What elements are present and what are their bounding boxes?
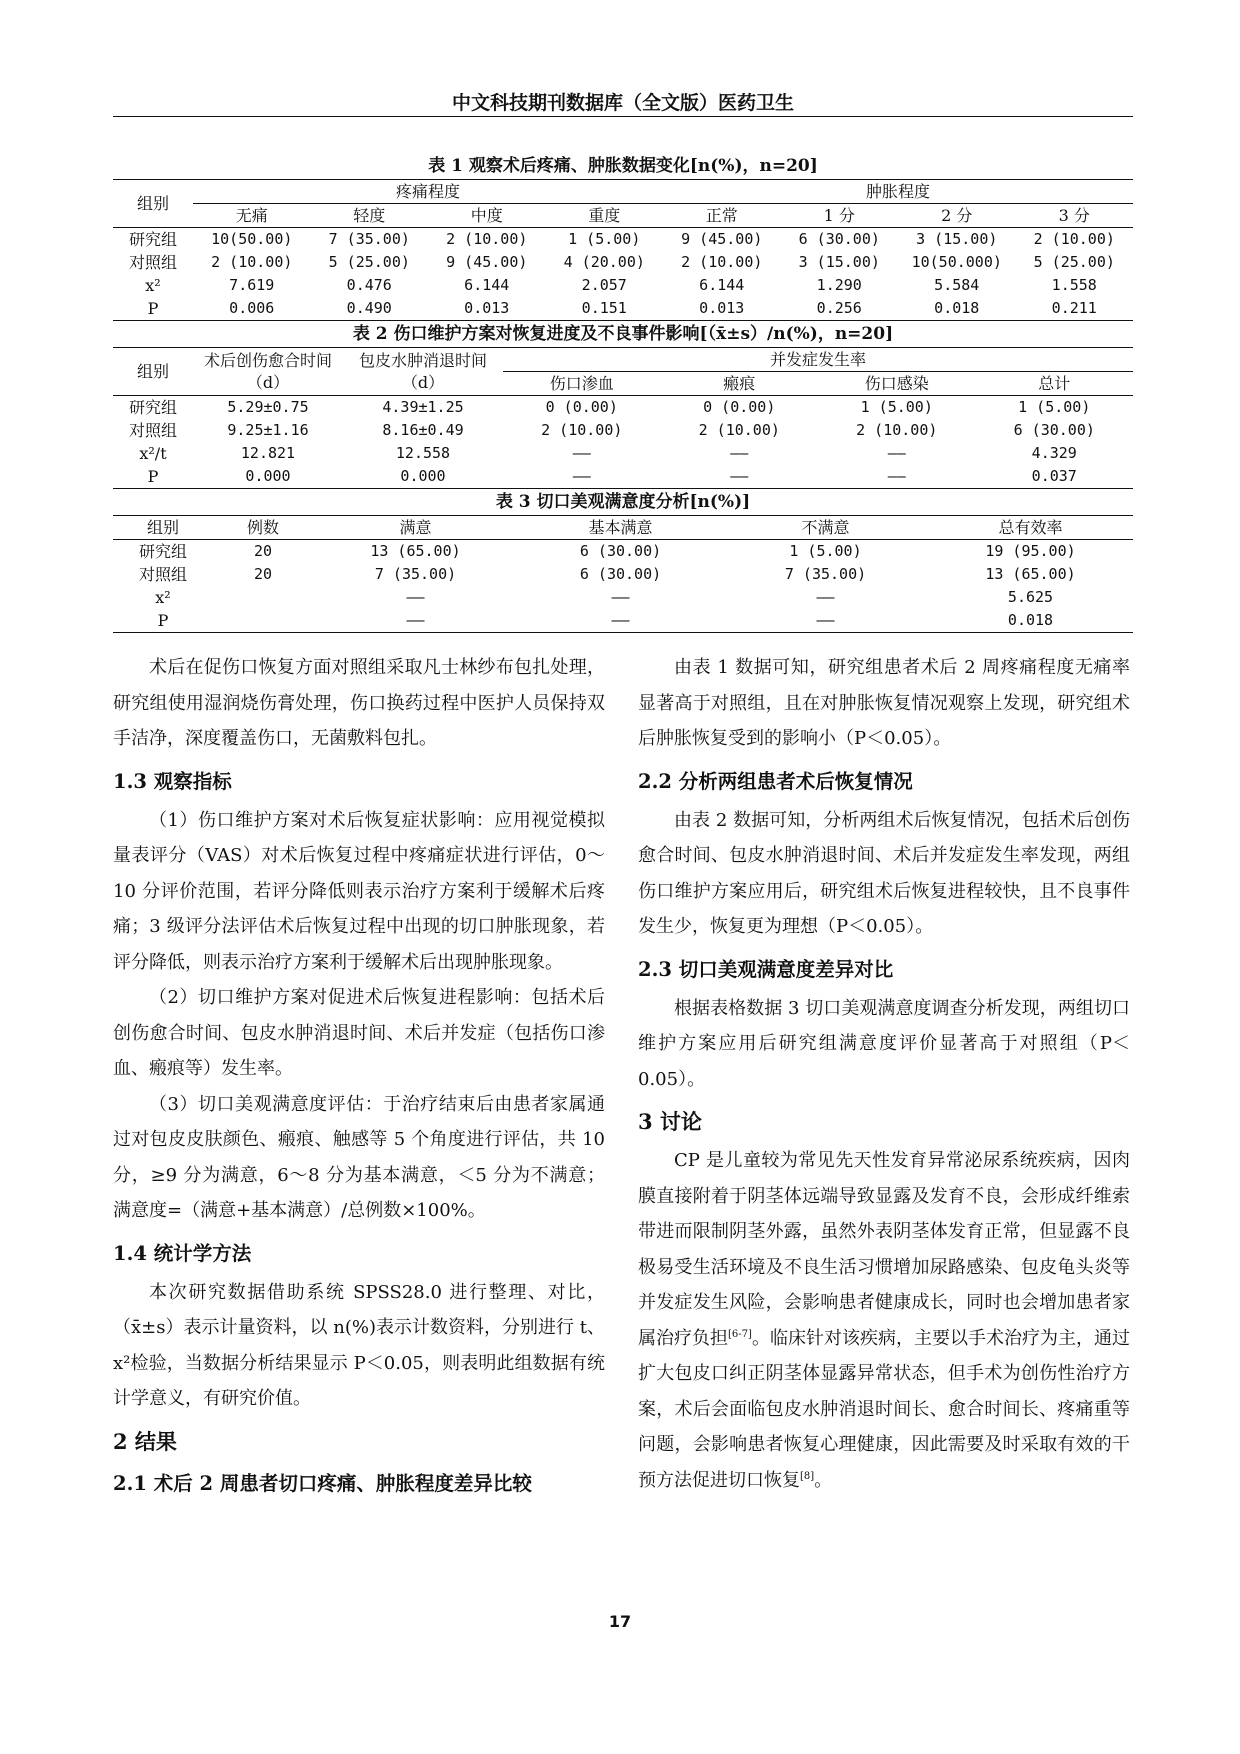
paragraph: （3）切口美观满意度评估：于治疗结束后由患者家属通过对包皮皮肤颜色、瘢痕、触感等 5 个角度进行评估，共 10 分，≥9 分为满意，6～8 分为基本满意，＜5 分为不满意；满意度=（满意+基本满意）/总例数×100%。: [113, 1093, 605, 1221]
table-cell: [213, 609, 313, 633]
table-cell: 2 (10.00): [681, 253, 763, 271]
table-cell: 4.329: [1031, 444, 1077, 462]
table-cell: 1 (5.00): [568, 230, 641, 248]
table-cell: 6.144: [464, 276, 510, 294]
paragraph-text: 。临床针对该疾病，主要以手术治疗为主，通过扩大包皮口纠正阴茎体显露异常状态，但手术为创伤性治疗方案，术后会面临包皮水肿消退时间长、愈合时间长、疼痛重等问题，会影响患者恢复心理健康，因此需要及时采取有效的干预方法促进切口恢复: [638, 1327, 1131, 1491]
table-cell: 0 (0.00): [545, 398, 618, 416]
table1-subhead: 中度: [428, 204, 546, 228]
journal-header: 中文科技期刊数据库（全文版）医药卫生: [451, 92, 794, 114]
left-column: [113, 650, 605, 1505]
paragraph-text: 。: [814, 1469, 833, 1491]
table-cell: 20: [253, 565, 273, 583]
table-cell: 1 (5.00): [1018, 398, 1091, 416]
section-heading: 2 结果: [113, 1428, 177, 1454]
table-row: [113, 609, 1133, 633]
table-cell: ——: [816, 588, 835, 606]
paragraph: [638, 1143, 1130, 1498]
table-cell: 19 (95.00): [985, 542, 1076, 560]
table-cell: 20: [253, 542, 273, 560]
table-cell: 10(50.000): [911, 253, 1002, 271]
table2-subhead: 总计: [976, 372, 1134, 396]
table-cell: 1 (5.00): [789, 542, 862, 560]
table3: [113, 515, 1133, 633]
table3-head: 基本满意: [518, 516, 723, 540]
paragraph: 本次研究数据借助系统 SPSS28.0 进行整理、对比，（x̄±s）表示计量资料，以 n(%)表示计数资料，分别进行 t、x²检验，当数据分析结果显示 P＜0.05，则表明此组数据有统计学意义，有研究价值。: [113, 1281, 605, 1409]
row-label: x²/t: [139, 444, 167, 463]
section-heading: 3 讨论: [638, 1109, 702, 1134]
paragraph: 由表 2 数据可知，分析两组术后恢复情况，包括术后创伤愈合时间、包皮水肿消退时间、术后并发症发生率发现，两组伤口维护方案应用后，研究组术后恢复进程较快，且不良事件发生少，恢复更为理想（P＜0.05）。: [638, 809, 1130, 937]
row-label: P: [157, 611, 169, 630]
row-label: 对照组: [128, 253, 177, 272]
section-heading: 1.3 观察指标: [113, 769, 232, 793]
table-cell: ——: [816, 611, 835, 629]
table3-head: 总有效率: [928, 516, 1133, 540]
table2-title: 表 2 伤口维护方案对恢复进度及不良事件影响[（x̄±s）/n(%)，n=20]: [352, 324, 894, 344]
table3-head: 组别: [113, 516, 213, 540]
table-cell: 6 (30.00): [579, 542, 662, 560]
table-cell: 2 (10.00): [541, 421, 623, 439]
table-cell: 2 (10.00): [446, 230, 528, 248]
section-heading: 2.2 分析两组患者术后恢复情况: [638, 769, 913, 793]
table-cell: 0.000: [400, 467, 446, 485]
table-cell: ——: [611, 611, 630, 629]
table1-subhead: 2 分: [898, 204, 1016, 228]
table-cell: 7.619: [229, 276, 275, 294]
table-cell: 13 (65.00): [985, 565, 1076, 583]
table-cell: 4 (20.00): [563, 253, 645, 271]
table-cell: 0.037: [1031, 467, 1077, 485]
row-label: 研究组: [128, 230, 177, 249]
table2-group-head: 组别: [113, 348, 193, 396]
paragraph: 根据表格数据 3 切口美观满意度调查分析发现，两组切口维护方案应用后研究组满意度评价显著高于对照组（P＜0.05）。: [638, 997, 1130, 1090]
table1-group-head: 组别: [113, 180, 193, 228]
table1-subhead: 正常: [663, 204, 781, 228]
table-cell: 1.290: [816, 276, 862, 294]
table-cell: 2 (10.00): [698, 421, 780, 439]
table-cell: 0 (0.00): [703, 398, 776, 416]
table-cell: 0.151: [581, 299, 627, 317]
table-cell: 12.558: [395, 444, 451, 462]
row-label: 研究组: [128, 398, 177, 417]
table-cell: 9.25±1.16: [227, 421, 309, 439]
table-cell: 2 (10.00): [211, 253, 293, 271]
table-cell: 4.39±1.25: [382, 398, 464, 416]
citation: [8]: [800, 1470, 815, 1482]
table-row: [113, 465, 1133, 489]
table-row: [113, 563, 1133, 586]
table-cell: ——: [611, 588, 630, 606]
table2-subhead: 伤口渗血: [503, 372, 661, 396]
table-row: [113, 228, 1133, 252]
table-cell: 2.057: [581, 276, 627, 294]
paragraph: 术后在促伤口恢复方面对照组采取凡士林纱布包扎处理，研究组使用湿润烧伤膏处理，伤口换药过程中医护人员保持双手洁净，深度覆盖伤口，无菌敷料包扎。: [113, 657, 605, 749]
table-cell: 8.16±0.49: [382, 421, 464, 439]
section-heading: 1.4 统计学方法: [113, 1241, 252, 1265]
paragraph-text: CP 是儿童较为常见先天性发育异常泌尿系统疾病，因肉膜直接附着于阴茎体远端导致显露及发育不良，会形成纤维索带进而限制阴茎外露，虽然外表阴茎体发育正常，但显露不良极易受生活环境及不良生活习惯增加尿路感染、包皮龟头炎等并发症发生风险，会影响患者健康成长，同时也会增加患者家属治疗负担: [638, 1150, 1130, 1349]
table-row: [113, 586, 1133, 609]
row-label: 研究组: [138, 542, 187, 561]
row-label: 对照组: [138, 565, 187, 584]
table1-title: 表 1 观察术后疼痛、肿胀数据变化[n(%)，n=20]: [428, 156, 818, 176]
header-rule: [113, 116, 1133, 117]
table-cell: 7 (35.00): [328, 230, 410, 248]
table-cell: ——: [572, 444, 591, 462]
section-heading: 2.3 切口美观满意度差异对比: [638, 957, 894, 981]
table-cell: ——: [730, 444, 749, 462]
row-label: x²: [145, 276, 161, 295]
table3-head: 例数: [213, 516, 313, 540]
table-cell: ——: [406, 588, 425, 606]
table1-subhead: 重度: [546, 204, 664, 228]
section-heading: 2.1 术后 2 周患者切口疼痛、肿胀程度差异比较: [113, 1471, 532, 1495]
table1-subhead: 轻度: [311, 204, 429, 228]
table2: [113, 347, 1133, 489]
table-cell: 5 (25.00): [328, 253, 410, 271]
row-label: P: [147, 467, 159, 486]
table-row: [113, 396, 1133, 420]
table-cell: 0.013: [464, 299, 510, 317]
table1-swell-head: 肿胀程度: [663, 180, 1133, 204]
table2-subhead: 伤口感染: [818, 372, 976, 396]
table3-title: 表 3 切口美观满意度分析[n(%)]: [495, 492, 751, 512]
right-column: [638, 650, 1130, 1498]
table-cell: 7 (35.00): [374, 565, 457, 583]
table1-subhead: 无痛: [193, 204, 311, 228]
table-cell: 0.211: [1051, 299, 1097, 317]
table-cell: 6 (30.00): [579, 565, 662, 583]
table-cell: 7 (35.00): [784, 565, 867, 583]
table-cell: 5.584: [934, 276, 980, 294]
citation: [6-7]: [728, 1328, 752, 1340]
table-cell: 0.018: [1007, 611, 1054, 629]
table-cell: 0.006: [229, 299, 275, 317]
table-row: [113, 274, 1133, 297]
table1-subhead: 1 分: [781, 204, 899, 228]
table2-comp-head: 并发症发生率: [503, 348, 1133, 372]
table-cell: 0.490: [346, 299, 392, 317]
table-cell: 5.29±0.75: [227, 398, 309, 416]
table2-heal-head: 术后创伤愈合时间（d）: [193, 348, 343, 396]
table2-edema-head: 包皮水肿消退时间（d）: [343, 348, 503, 396]
table-cell: [213, 586, 313, 609]
table3-head: 满意: [313, 516, 518, 540]
row-label: 对照组: [128, 421, 177, 440]
table-cell: ——: [406, 611, 425, 629]
table-cell: 0.476: [346, 276, 392, 294]
table-row: [113, 540, 1133, 564]
table-cell: 9 (45.00): [681, 230, 763, 248]
table-cell: 13 (65.00): [370, 542, 461, 560]
table-cell: 0.013: [699, 299, 745, 317]
table-cell: 12.821: [240, 444, 296, 462]
table-cell: 1 (5.00): [860, 398, 933, 416]
table-cell: 6 (30.00): [1013, 421, 1095, 439]
table1-subhead: 3 分: [1016, 204, 1134, 228]
table3-head: 不满意: [723, 516, 928, 540]
table1: [113, 179, 1133, 321]
table-row: [113, 419, 1133, 442]
table-cell: 0.000: [245, 467, 291, 485]
table-cell: 3 (15.00): [798, 253, 880, 271]
table-cell: 1.558: [1051, 276, 1097, 294]
table-cell: 9 (45.00): [446, 253, 528, 271]
row-label: P: [147, 299, 159, 318]
paragraph: （1）伤口维护方案对术后恢复症状影响：应用视觉模拟量表评分（VAS）对术后恢复过程中疼痛症状进行评估，0～10 分评价范围，若评分降低则表示治疗方案利于缓解术后疼痛；3 级评分法评估术后恢复过程中出现的切口肿胀现象，若评分降低，则表示治疗方案利于缓解术后出现肿胀现象。: [113, 809, 605, 973]
table2-subhead: 瘢痕: [661, 372, 819, 396]
table-cell: 5 (25.00): [1033, 253, 1115, 271]
table-row: [113, 297, 1133, 321]
paragraph: 由表 1 数据可知，研究组患者术后 2 周疼痛程度无痛率显著高于对照组，且在对肿胀恢复情况观察上发现，研究组术后肿胀恢复受到的影响小（P＜0.05）。: [638, 657, 1130, 749]
table-cell: 2 (10.00): [856, 421, 938, 439]
table-row: [113, 251, 1133, 274]
table-cell: 5.625: [1007, 588, 1054, 606]
table-row: [113, 442, 1133, 465]
page-number: 17: [608, 1612, 632, 1631]
table-cell: ——: [887, 467, 906, 485]
paragraph: （2）切口维护方案对促进术后恢复进程影响：包括术后创伤愈合时间、包皮水肿消退时间、术后并发症（包括伤口渗血、瘢痕等）发生率。: [113, 987, 605, 1079]
table-cell: ——: [572, 467, 591, 485]
table-cell: 6 (30.00): [798, 230, 880, 248]
table-cell: 6.144: [699, 276, 745, 294]
tables-block: [113, 153, 1133, 633]
table-cell: 2 (10.00): [1033, 230, 1115, 248]
table-cell: ——: [887, 444, 906, 462]
table-cell: 10(50.00): [211, 230, 293, 248]
row-label: x²: [155, 588, 171, 607]
table-cell: 3 (15.00): [916, 230, 998, 248]
table-cell: 0.018: [934, 299, 980, 317]
table-cell: 0.256: [816, 299, 862, 317]
table1-pain-head: 疼痛程度: [193, 180, 663, 204]
table-cell: ——: [730, 467, 749, 485]
